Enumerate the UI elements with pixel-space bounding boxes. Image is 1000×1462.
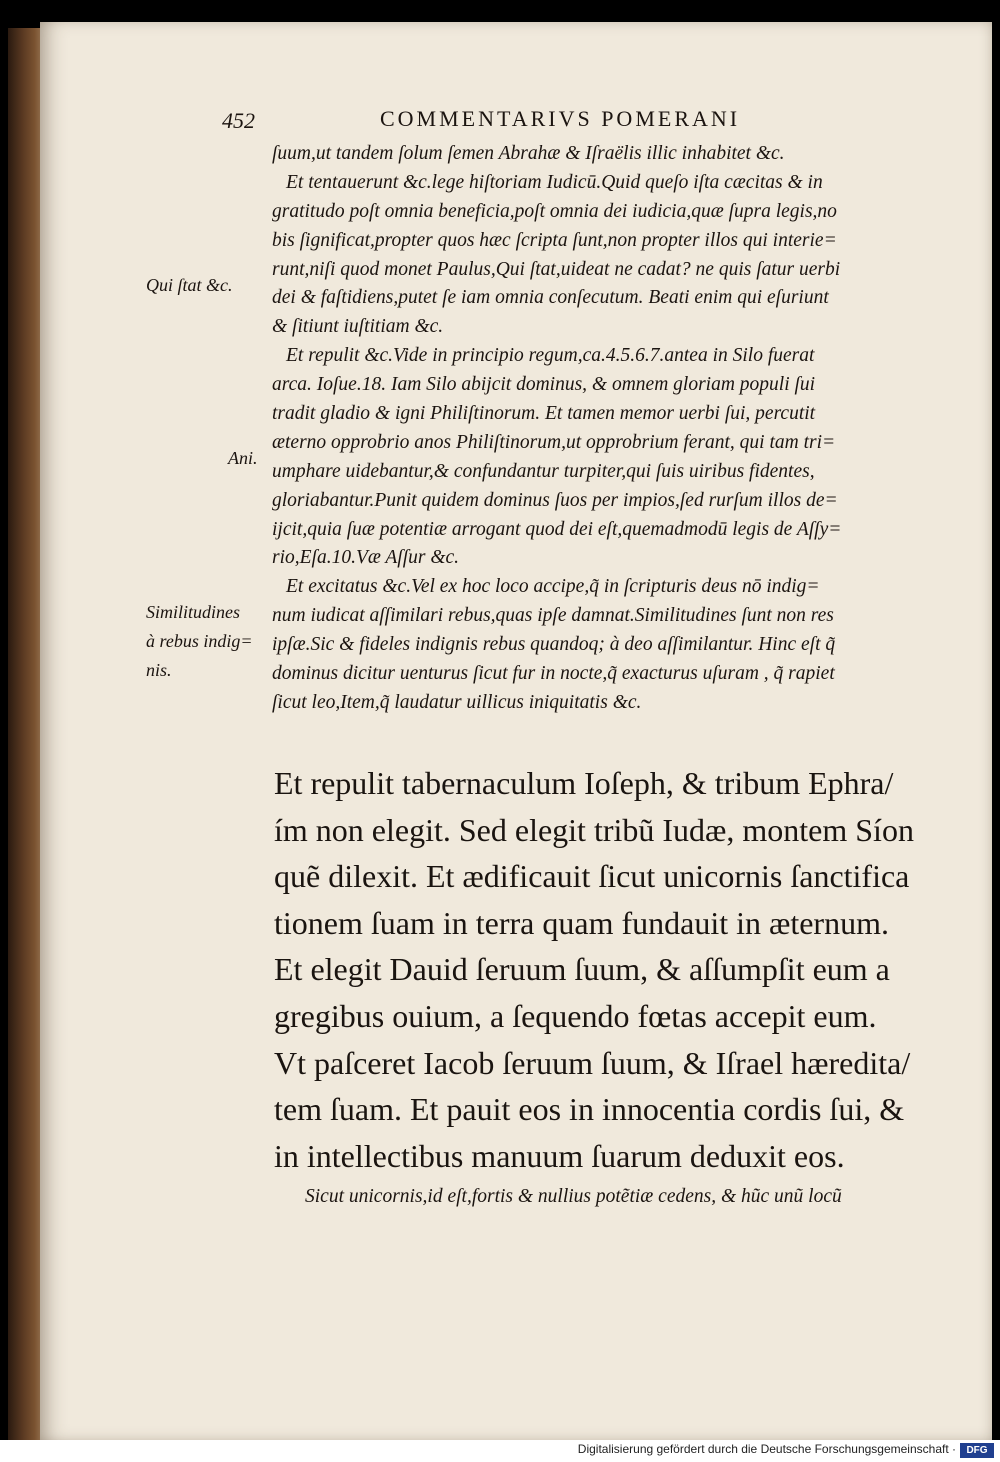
commentary-line: gloriabantur.Punit quidem dominus ſuos per impios,ſed rurſum illos de=: [272, 489, 838, 511]
margin-note-nis: nis.: [146, 660, 172, 680]
verse-line: Vt paſceret Iacob ſeruum ſuum, & Iſrael hæredita/: [274, 1044, 911, 1081]
verse-line: tem ſuam. Et pauit eos in innocentia cordis ſui, &: [274, 1091, 905, 1128]
commentary-line: num iudicat aſſimilari rebus,quas ipſe damnat.Similitudines ſunt non res: [272, 605, 834, 627]
commentary-line: bis ſignificat,propter quos hæc ſcripta ſunt,non propter illos qui interie=: [272, 229, 837, 251]
verse-line: Et repulit tabernaculum Ioſeph, & tribum Ephra/: [274, 765, 894, 801]
margin-note-qui-stat: Qui ſtat &c.: [146, 275, 233, 295]
commentary-line: rio,Eſa.10.Væ Aſſur &c.: [272, 547, 460, 569]
scripture-verse-block: [274, 760, 940, 1179]
commentary-line: ijcit,quia ſuæ potentiæ arrogant quod dei eſt,quemadmodū legis de Aſſy=: [272, 518, 842, 540]
margin-note-ani: Ani.: [228, 448, 258, 468]
credit-bar: [0, 1440, 1000, 1462]
commentary-line: Et excitatus &c.Vel ex hoc loco accipe,q̃ in ſcripturis deus nō indig=: [286, 576, 820, 598]
verse-line: in intellectibus manuum ſuarum deduxit eos.: [274, 1137, 845, 1174]
commentary-line: ſicut leo,Item,q̃ laudatur uillicus iniquitatis &c.: [272, 691, 642, 713]
funding-credit: Digitalisierung gefördert durch die Deutsche Forschungsgemeinschaft ·: [577, 1442, 956, 1456]
page-number: 452: [222, 108, 255, 133]
running-head: COMMENTARIVS POMERANI: [380, 106, 741, 131]
margin-note-rebus-indignis: à rebus indig=: [146, 631, 253, 651]
commentary-line: umphare uidebantur,& confundantur turpiter,qui ſuis uiribus fidentes,: [272, 460, 815, 482]
margin-note-similitudines: Similitudines: [146, 602, 240, 622]
verse-line: gregibus ouium, a ſequendo fœtas accepit eum.: [274, 997, 877, 1034]
commentary-block: [272, 140, 938, 718]
commentary-line: runt,niſi quod monet Paulus,Qui ſtat,uideat ne cadat? ne quis ſatur uerbi: [272, 258, 841, 280]
commentary-line: Et tentauerunt &c.lege hiſtoriam Iudicū.Quid queſo iſta cæcitas & in: [286, 171, 823, 193]
commentary-line: dominus dicitur uenturus ſicut fur in nocte,q̃ exacturus uſuram , q̃ rapiet: [272, 663, 835, 685]
verse-line: Et elegit Dauid ſeruum ſuum, & aſſumpſit eum a: [274, 951, 890, 988]
verse-line: tionem ſuam in terra quam fundauit in æternum.: [274, 904, 889, 941]
commentary-line: dei & faſtidiens,putet ſe iam omnia conſecutum. Beati enim qui eſuriunt: [272, 287, 829, 309]
footer-commentary-line: Sicut unicornis,id eſt,fortis & nullius potẽtiæ cedens, & hũc unũ locũ: [305, 1186, 842, 1207]
commentary-line: arca. Ioſue.18. Iam Silo abijcit dominus, & omnem gloriam populi ſui: [272, 374, 816, 396]
dfg-logo: DFG: [960, 1443, 994, 1458]
commentary-line: gratitudo poſt omnia beneficia,poſt omnia dei iudicia,quæ ſupra legis,no: [272, 200, 837, 222]
commentary-line: tradit gladio & igni Philiſtinorum. Et tamen memor uerbi ſui, percutit: [272, 403, 816, 425]
commentary-line: Et repulit &c.Vide in principio regum,ca.4.5.6.7.antea in Silo fuerat: [286, 345, 815, 367]
commentary-line: ſuum,ut tandem ſolum ſemen Abrahæ & Iſraëlis illic inhabitet &c.: [272, 143, 785, 164]
commentary-line: & ſitiunt iuſtitiam &c.: [272, 316, 444, 338]
verse-line: quẽ dilexit. Et ædificauit ſicut unicornis ſanctifica: [274, 858, 910, 895]
commentary-line: æterno opprobrio anos Philiſtinorum,ut opprobrium ferant, qui tam tri=: [272, 431, 836, 453]
commentary-line: ipſæ.Sic & fideles indignis rebus quandoq; à deo aſſimilantur. Hinc eſt q̃: [272, 634, 836, 656]
verse-line: ím non elegit. Sed elegit tribũ Iudæ, montem Síon: [274, 811, 914, 848]
